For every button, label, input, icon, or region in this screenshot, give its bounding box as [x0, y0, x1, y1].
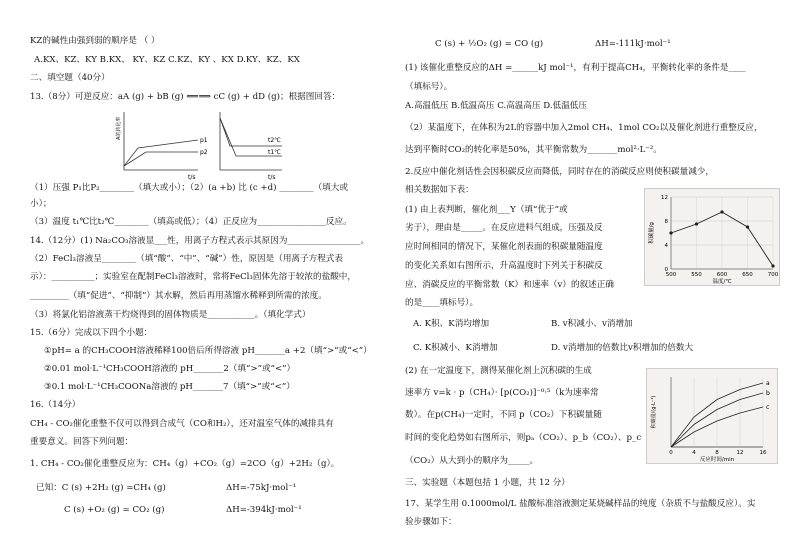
known-enthalpy-2: ΔH=-394kJ·mol⁻¹ [226, 505, 302, 515]
question-16-part2-1-l6: 的是____填标号）。 [405, 298, 479, 308]
carbon-temperature-svg [645, 189, 779, 285]
fig-t1-label: t1℃ [268, 149, 281, 156]
question-16-2: （2）某温度下，在体积为2L的容器中加入2mol CH₄、1mol CO₂以及催化剂进行重整反应， [405, 123, 763, 133]
option-c: C. K积减小、K消增加 [413, 343, 498, 353]
x-tick-label: 0 [669, 450, 673, 456]
y-axis-label: 积碳量/(g·L⁻¹) [651, 395, 657, 429]
y-tick-label: 12 [661, 195, 668, 201]
fig-p1-label: p1 [200, 137, 208, 144]
question-16-part2-1-l5: 应、消碳反应的平衡常数（K）和速率（v）的叙述正确 [405, 280, 614, 290]
data-point [771, 264, 774, 267]
question-16-intro-cont: 重要意义。回答下列问题： [30, 437, 134, 447]
carbon-temperature-chart [644, 188, 780, 286]
data-point [669, 231, 672, 234]
data-point [695, 222, 698, 225]
question-13-part1-cont: 小）； [30, 199, 52, 209]
known-equation-3: C (s) + ½O₂ (g) = CO (g) [435, 39, 544, 49]
x-tick-label: 4 [692, 450, 696, 456]
question-16-intro: CH₄ - CO₂催化重整不仅可以得到合成气（CO和H₂），还对温室气体的减排具有 [30, 419, 334, 429]
x-tick-label: 8 [715, 450, 719, 456]
question-14-part2-cont: 示）：__________；实验室在配制FeCl₃溶液时，常将FeCl₃固体先溶于较浓的盐酸中， [30, 272, 356, 282]
x-tick-label: 16 [759, 450, 767, 456]
question-16-1-options: A.高温低压 B.低温高压 C.高温高压 D.低温低压 [405, 101, 587, 111]
x-tick-label: 500 [665, 272, 677, 278]
series-label-c: c [766, 404, 770, 411]
question-13-part1: （1）压强 P₁比P₂________（填大或小）；（2）(a +b) 比 (c +d) ________（填大或 [30, 183, 348, 193]
question-13-part3: （3）温度 t₁℃比t₂℃________（填高或低）；（4）正反应为________________反应。 [30, 217, 352, 227]
question-17-stem-cont: 验步骤如下： [405, 517, 457, 527]
question-14-part2-cont2: _________（填“促进”、“抑制”）其水解，然后再用蒸馏水稀释到所需的浓度。 [30, 291, 327, 301]
question-16-stem: 16.（14分） [30, 400, 81, 410]
question-12-tail: KZ的碱性由强到弱的顺序是 （ ） [30, 36, 160, 46]
y-axis-label: 积碳量/g [649, 222, 655, 244]
question-15-item1: ①pH= a 的CH₃COOH溶液稀释100倍后所得溶液 pH_______a +2（填“>”或“<”） [44, 346, 372, 356]
option-b: B. v积减小、v消增加 [551, 319, 633, 329]
question-16-part2-1-l3: 应时间相同的情况下，某催化剂表面的积碳量随温度 [405, 242, 603, 252]
question-17-stem: 17、某学生用 0.1000mol/L 盐酸标准溶液测定某烧碱样品的纯度（杂质不与盐酸反应）。实 [405, 499, 756, 509]
rate-equation: 速率方 v=k · p（CH₄）· [p(CO₂)]⁻⁰·⁵（k为速率常 [405, 388, 599, 398]
x-tick-label: 550 [691, 272, 702, 278]
section-heading-experiment: 三、实验题（本题包括 1 小题，共 12 分） [405, 478, 570, 488]
x-axis-label: 温度/℃ [712, 279, 732, 285]
y-tick-label: 8 [664, 219, 668, 225]
known-equation-1: 已知：C (s) +2H₂ (g) =CH₄ (g) [36, 483, 166, 493]
series-label-b: b [766, 390, 770, 397]
question-14-part3: （3）将氯化铝溶液蒸干灼烧得到的固体物质是___________。（填化学式） [30, 310, 311, 320]
question-12-options: A.KX、KZ、KY B.KX、 KY、KZ C.KZ、KY 、KX D.KY、KZ、KX [34, 55, 300, 65]
question-16-2-cont: 达到平衡时CO₂的转化率是50%，其平衡常数为_______mol²·L⁻²。 [405, 145, 662, 155]
fig-y1-label: A的转化率 [116, 116, 122, 140]
question-16-part2-intro-cont: 相关数据如下表： [405, 185, 474, 195]
question-15-item2: ②0.01 mol·L⁻¹CH₃COOH溶液的 pH_______2（填“>”或“<”） [44, 364, 296, 374]
fig-x1-label: t/s [188, 174, 196, 181]
data-point [720, 210, 723, 213]
question-15-stem: 15.（6分）完成以下四个小题： [30, 328, 153, 338]
question-14-part1: 14.（12分）(1) Na₂CO₃溶液显___性，用离子方程式表示其原因为_________________。 [30, 236, 370, 246]
question-15-item3: ③0.1 mol·L⁻¹CH₃COONa溶液的 pH_______7（填“>”或“<”） [44, 382, 295, 392]
question-16-part2-intro: 2.反应中催化剂话性会因积碳反应而降低，同时存在的消碳反应则使积碳量减少， [405, 167, 714, 177]
data-point [746, 225, 749, 228]
question-16-1-cont: （填标号）。 [405, 82, 453, 92]
x-axis-label: 反应时间/min [699, 457, 735, 463]
x-tick-label: 650 [742, 272, 753, 278]
fig-t2-label: t2℃ [268, 137, 281, 144]
known-equation-2: C (s) +O₂ (g) = CO₂ (g) [64, 505, 165, 515]
fig-p2-label: p2 [200, 149, 208, 156]
rate-equation-cont3: （CO₂）从大到小的顺序为_____。 [405, 456, 539, 466]
question-16-part2-1-l2: 劣于），理由是_____。在反应进料气组成，压强及反 [405, 223, 603, 233]
carbon-time-svg [647, 369, 777, 463]
fig-x2-label: t/s [268, 174, 276, 181]
question-16-part2-2: (2) 在一定温度下，测得某催化剂上沉积碳的生成 [405, 366, 592, 376]
option-d: D. v消增加的倍数比v积增加的倍数大 [551, 343, 694, 353]
known-enthalpy-1: ΔH=-75kJ·mol⁻¹ [226, 483, 297, 493]
question-13-stem: 13.（8分）可逆反应：aA (g) + bB (g) ⟸⟹ cC (g) + dD (g)；根据图回答： [30, 92, 341, 102]
question-16-part2-1: (1) 由上表判断，催化剂___Y（填“优于”或 [405, 205, 568, 215]
carbon-time-chart [646, 368, 778, 464]
q13-figure [118, 108, 288, 180]
x-tick-label: 600 [716, 272, 728, 278]
question-16-reaction: 1. CH₄ - CO₂催化重整反应为：CH₄（g）+CO₂（g）=2CO（g）+2H₂（g）。 [30, 459, 340, 469]
x-tick-label: 12 [736, 450, 744, 456]
y-tick-label: 4 [664, 243, 668, 249]
question-16-part2-1-l4: 的变化关系如右图所示，升高温度时下列关于积碳反 [405, 261, 603, 271]
rate-equation-cont2: 时间的变化趋势如右图所示，则pₐ（CO₂）、p_b（CO₂）、p_c [405, 433, 642, 443]
question-14-part2: （2）FeCl₃溶液呈________（填“酸”、“中”、“碱”）性，原因是（用离子方程式表 [30, 254, 343, 264]
series-label-a: a [766, 380, 770, 387]
option-a: A. K积、K消均增加 [413, 319, 490, 329]
x-tick-label: 700 [767, 272, 779, 278]
known-enthalpy-3: ΔH=-111kJ·mol⁻¹ [595, 39, 671, 49]
section-heading-fill-in: 二、填空题（40分） [30, 73, 110, 83]
y-tick-label: 0 [664, 267, 668, 273]
question-16-1: (1) 该催化重整反应的ΔH =______kJ mol⁻¹，有利于提高CH₄，平衡转化率的条件是____ [405, 63, 746, 73]
rate-equation-cont: 数）。在p(CH₄)一定时，不同 p（CO₂）下积碳量随 [405, 410, 602, 420]
